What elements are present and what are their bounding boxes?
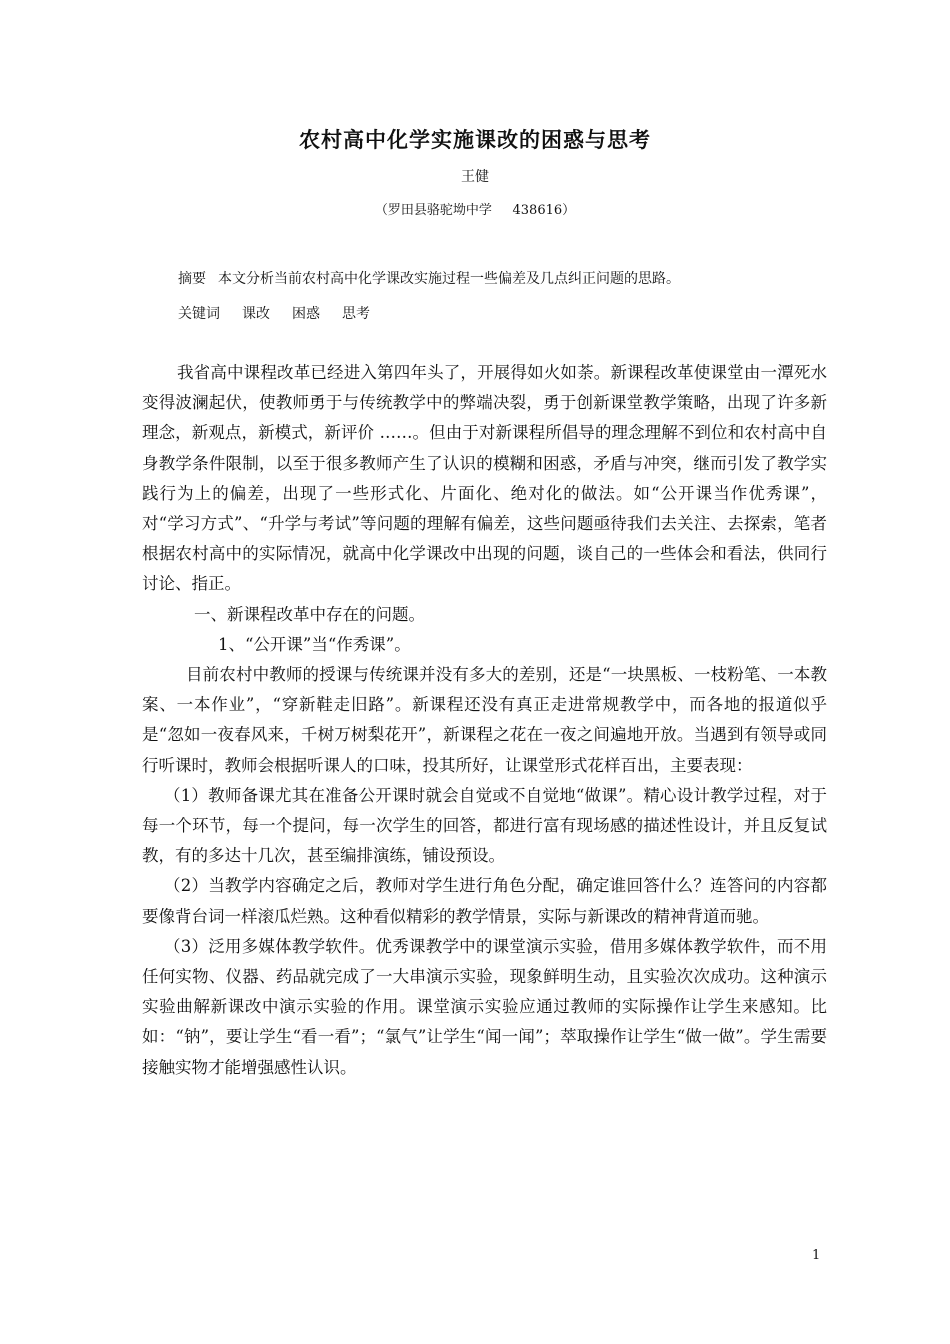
abstract-label: 摘要 <box>178 271 206 287</box>
subsection-heading: 1、“公开课”当“作秀课”。 <box>218 634 411 654</box>
keyword-item: 困惑 <box>292 306 320 322</box>
section-heading: 一、新课程改革中存在的问题。 <box>194 604 425 624</box>
page-number: 1 <box>812 1248 821 1263</box>
list-item: （2）当教学内容确定之后，教师对学生进行角色分配，确定谁回答什么？连答问的内容都要像背台词一样滚瓜烂熟。这种看似精彩的教学情景，实际与新课改的精神背道而驰。 <box>142 876 827 926</box>
article-title: 农村高中化学实施课改的困惑与思考 <box>299 127 651 152</box>
author-name: 王健 <box>461 169 489 185</box>
keywords <box>178 303 818 323</box>
keyword-item: 课改 <box>242 306 270 322</box>
author-affiliation: （罗田县骆驼坳中学 438616） <box>374 203 576 218</box>
keyword-item: 思考 <box>342 306 370 322</box>
list-item: （1）教师备课尤其在准备公开课时就会自觉或不自觉地“做课”。精心设计教学过程，对于每一个环节，每一个提问，每一次学生的回答，都进行富有现场感的描述性设计，并且反复试教，有的多达十几次，甚至编排演练，铺设预设。 <box>142 785 827 866</box>
article-body <box>142 358 827 1083</box>
abstract <box>178 268 818 288</box>
abstract-text: 本文分析当前农村高中化学课改实施过程一些偏差及几点纠正问题的思路。 <box>218 271 680 287</box>
list-item: （3）泛用多媒体教学软件。优秀课教学中的课堂演示实验，借用多媒体教学软件，而不用任何实物、仪器、药品就完成了一大串演示实验，现象鲜明生动，且实验次次成功。这种演示实验曲解新课改中演示实验的作用。课堂演示实验应通过教师的实际操作让学生来感知。比如：“钠”，要让学生“看一看”；“氯气”让学生“闻一闻”；萃取操作让学生“做一做”。学生需要接触实物才能增强感性认识。 <box>142 936 827 1077</box>
intro-paragraph: 我省高中课程改革已经进入第四年头了，开展得如火如荼。新课程改革使课堂由一潭死水变得波澜起伏，使教师勇于与传统教学中的弊端决裂，勇于创新课堂教学策略，出现了许多新理念，新观点，新模式，新评价 ……。但由于对新课程所倡导的理念理解不到位和农村高中自身教学条件限制，以至于很多教师产生了认识的模糊和困惑，矛盾与冲突，继而引发了教学实践行为上的偏差，出现了一些形式化、片面化、绝对化的做法。如“公开课当作优秀课”， 对“学习方式”、“升学与考试”等问题的理解有偏差，这些问题亟待我们去关注、去探索，笔者根据农村高中的实际情况，就高中化学课改中出现的问题，谈自己的一些体会和看法，供同行讨论、指正。 <box>142 363 827 594</box>
body-paragraph: 目前农村中教师的授课与传统课并没有多大的差别，还是“一块黑板、一枝粉笔、一本教案、一本作业”，“穿新鞋走旧路”。新课程还没有真正走进常规教学中，而各地的报道似乎是“忽如一夜春风来，千树万树梨花开”，新课程之花在一夜之间遍地开放。当遇到有领导或同行听课时，教师会根据听课人的口味，投其所好，让课堂形式花样百出，主要表现： <box>142 665 827 775</box>
keywords-label: 关键词 <box>178 306 220 322</box>
